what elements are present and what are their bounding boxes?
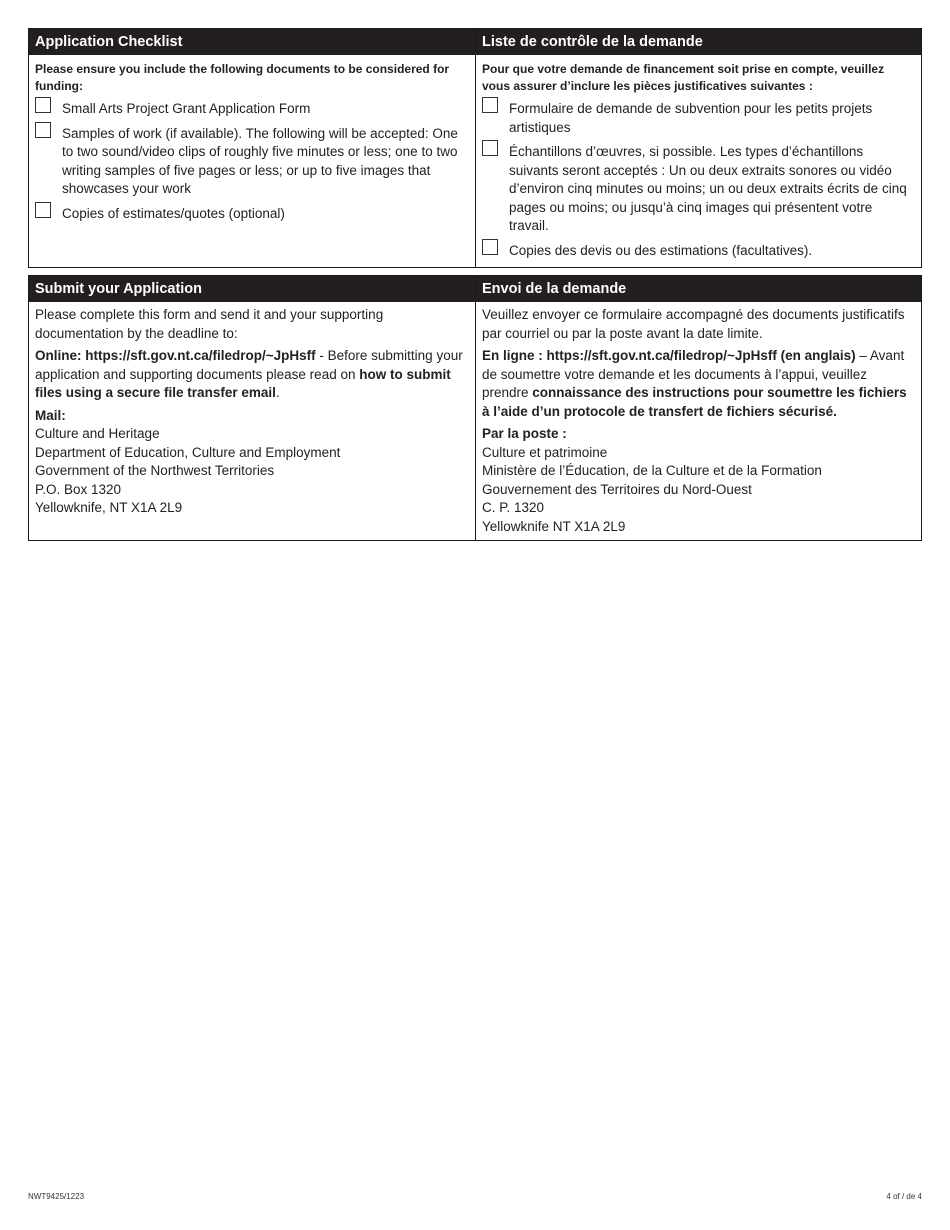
submit-intro-en: Please complete this form and send it and your supporting documentation by the deadline to:	[35, 307, 384, 341]
form-code: NWT9425/1223	[28, 1192, 85, 1201]
checkbox-echantillons[interactable]	[482, 140, 498, 156]
checklist-item	[482, 100, 915, 137]
checklist-item	[482, 143, 915, 236]
checkbox-application-form[interactable]	[35, 97, 51, 113]
checklist-item	[35, 205, 469, 224]
address-line: Yellowknife, NT X1A 2L9	[35, 500, 183, 515]
checklist-section	[28, 28, 922, 268]
address-line: C. P. 1320	[482, 500, 545, 515]
submit-title-en: Submit your Application	[29, 276, 475, 302]
online-paragraph-en	[35, 347, 469, 403]
checklist-item	[35, 100, 469, 119]
checkbox-devis[interactable]	[482, 239, 498, 255]
submit-french	[475, 276, 921, 540]
checklist-english	[29, 29, 475, 267]
checklist-item	[482, 242, 915, 261]
online-end-en: .	[275, 385, 280, 400]
checklist-item-label: Copies des devis ou des estimations (facultatives).	[509, 242, 813, 258]
address-line: P.O. Box 1320	[35, 481, 122, 497]
address-line: Gouvernement des Territoires du Nord-Ouest	[482, 481, 752, 497]
address-line: Yellowknife NT X1A 2L9	[482, 518, 626, 534]
submit-intro-fr: Veuillez envoyer ce formulaire accompagné des documents justificatifs par courriel ou par la poste avant la date limite.	[482, 307, 905, 341]
checklist-french	[475, 29, 921, 267]
checklist-item-label: Copies of estimates/quotes (optional)	[62, 205, 285, 221]
online-url-en[interactable]: Online: https://sft.gov.nt.ca/filedrop/~JpHsff	[35, 348, 316, 363]
checkbox-estimates[interactable]	[35, 202, 51, 218]
page-number: 4 of / de 4	[886, 1192, 922, 1201]
checkbox-samples-of-work[interactable]	[35, 122, 51, 138]
mailing-address-fr	[482, 444, 915, 537]
checklist-item	[35, 125, 469, 199]
submit-section	[28, 275, 922, 541]
checklist-item-label: Formulaire de demande de subvention pour les petits projets artistiques	[509, 101, 873, 135]
online-url-fr[interactable]: En ligne : https://sft.gov.nt.ca/filedrop/~JpHsff (en anglais)	[482, 348, 856, 363]
online-paragraph-fr	[482, 347, 915, 421]
address-line: Government of the Northwest Territories	[35, 463, 275, 478]
file-transfer-instructions-link-fr[interactable]: connaissance des instructions pour soumettre les fichiers à l’aide d’un protocole de transfert de fichiers sécurisé.	[482, 385, 907, 419]
checklist-item-label: Small Arts Project Grant Application Form	[62, 101, 311, 116]
checklist-item-label: Samples of work (if available). The following will be accepted: One to two sound/video clips of roughly five minutes or less; one to two writing samples of five pages or less; or up to five images that showcases your work	[62, 125, 458, 196]
address-line: Ministère de l’Éducation, de la Culture et de la Formation	[482, 463, 822, 478]
online-text-fr: – Avant de soumettre votre demande et les documents à l’appui, veuillez prendre	[482, 348, 905, 400]
submit-title-fr: Envoi de la demande	[476, 276, 921, 302]
checklist-title-fr: Liste de contrôle de la demande	[476, 29, 921, 55]
online-text-en: - Before submitting your application and supporting documents please read on	[35, 348, 463, 382]
checkbox-formulaire[interactable]	[482, 97, 498, 113]
mail-label-fr: Par la poste :	[482, 426, 567, 441]
checklist-intro-en: Please ensure you include the following documents to be considered for funding:	[35, 62, 450, 93]
address-line: Department of Education, Culture and Employment	[35, 444, 341, 460]
checklist-item-label: Échantillons d’œuvres, si possible. Les types d’échantillons suivants seront acceptés : Un ou deux extraits sonores ou vidéo d’environ cinq minutes ou moins; un ou deux extraits écrits de cinq pages ou moins; ou jusqu’à cinq images qui présentent votre travail.	[509, 144, 907, 233]
address-line: Culture et patrimoine	[482, 444, 608, 460]
mail-label-en: Mail:	[35, 407, 66, 423]
checklist-title-en: Application Checklist	[29, 29, 475, 55]
submit-english	[29, 276, 475, 540]
checklist-intro-fr: Pour que votre demande de financement soit prise en compte, veuillez vous assurer d’inclure les pièces justificatives suivantes :	[482, 62, 885, 93]
address-line: Culture and Heritage	[35, 426, 160, 441]
mailing-address-en	[35, 425, 469, 518]
file-transfer-instructions-link-en[interactable]: how to submit files using a secure file transfer email	[35, 366, 451, 400]
